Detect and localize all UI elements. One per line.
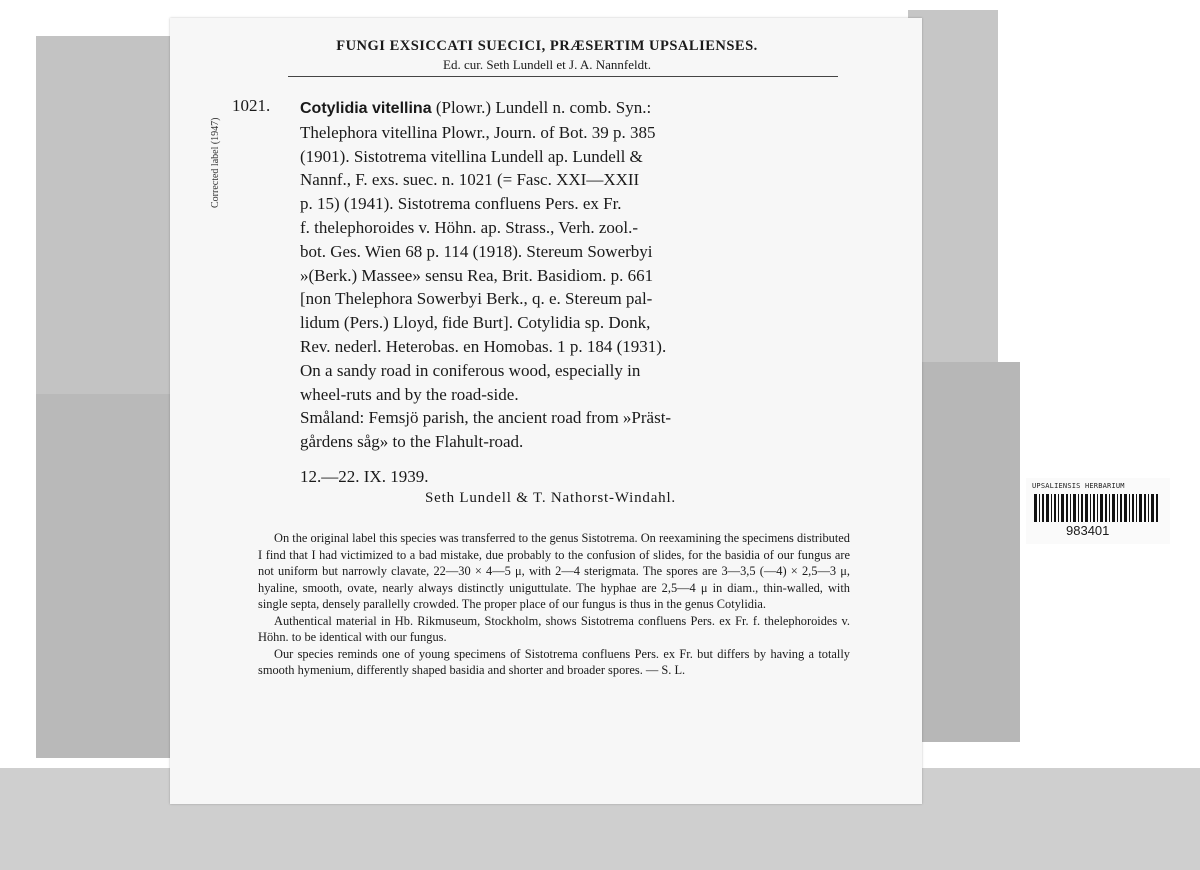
barcode-number: 983401	[1066, 523, 1110, 538]
habitat-line: On a sandy road in coniferous wood, especially in	[300, 361, 641, 380]
correction-note	[258, 530, 850, 679]
specimen-number: 1021.	[232, 96, 271, 115]
herbarium-packet-flap	[36, 36, 176, 394]
entry-line: f. thelephoroides v. Höhn. ap. Strass., Verh. zool.-	[300, 217, 639, 237]
note-paragraph: Authentical material in Hb. Rikmuseum, Stockholm, shows Sistotrema confluens Pers. ex Fr. f. thelephoroides v. Höhn. to be identical with our fungus.	[258, 613, 850, 644]
entry-line: [non Thelephora Sowerbyi Berk., q. e. Stereum pal-	[300, 289, 653, 309]
note-paragraph: Our species reminds one of young specimens of Sistotrema confluens Pers. ex Fr. but differs by having a totally smooth hymenium, differently shaped basidia and shorter and broader spores. — S. L.	[258, 646, 850, 677]
entry-line: bot. Ges. Wien 68 p. 114 (1918). Stereum Sowerbyi	[300, 241, 653, 261]
entry-line: p. 15) (1941). Sistotrema confluens Pers. ex Fr.	[300, 194, 622, 214]
entry-line: (Plowr.) Lundell n. comb. Syn.:	[431, 98, 652, 117]
herbarium-packet-right-lower	[918, 362, 1020, 742]
collection-date: 12.—22. IX. 1939.	[300, 467, 429, 486]
entry-line: Rev. nederl. Heterobas. en Homobas. 1 p. 184 (1931).	[300, 336, 667, 356]
barcode-label	[1026, 478, 1170, 544]
entry-line: (1901). Sistotrema vitellina Lundell ap. Lundell &	[300, 146, 643, 166]
locality-line: gårdens såg» to the Flahult-road.	[300, 431, 524, 451]
habitat-locality	[300, 359, 845, 453]
entry-line: lidum (Pers.) Lloyd, fide Burt]. Cotylidia sp. Donk,	[300, 313, 651, 333]
habitat-line: wheel-ruts and by the road-side.	[300, 384, 519, 404]
nomenclature-entry	[300, 96, 845, 359]
series-title: FUNGI EXSICCATI SUECICI, PRÆSERTIM UPSALIENSES.	[336, 38, 758, 54]
species-name: Cotylidia vitellina	[300, 100, 432, 117]
barcode-icon	[1034, 494, 1160, 522]
barcode-header: UPSALIENSIS HERBARIUM	[1032, 482, 1125, 490]
exsiccata-label	[170, 18, 922, 804]
entry-line: »(Berk.) Massee» sensu Rea, Brit. Basidiom. p. 661	[300, 265, 654, 285]
collectors: Seth Lundell & T. Nathorst-Windahl.	[425, 490, 676, 506]
editors: Ed. cur. Seth Lundell et J. A. Nannfeldt.	[443, 57, 651, 72]
side-note: Corrected label (1947)	[210, 117, 221, 208]
locality-line: Småland: Femsjö parish, the ancient road from »Präst-	[300, 408, 672, 427]
entry-line: Nannf., F. exs. suec. n. 1021 (= Fasc. XXI—XXII	[300, 170, 640, 190]
entry-line: Thelephora vitellina Plowr., Journ. of Bot. 39 p. 385	[300, 122, 656, 142]
header-rule	[288, 76, 838, 77]
note-paragraph: On the original label this species was transferred to the genus Sistotrema. On reexamining the specimens distributed I find that I had victimized to a bad mistake, due probably to the confusion of slides, for the basidia of our fungus are not uniform but narrowly clavate, 22—30 × 4—5 μ, with 2—4 sterigmata. The spores are 3—3,5 (—4) × 2,5—3 μ, hyaline, smooth, ovate, nearly always distinctly uniguttulate. The hyphae are 2,5—4 μ in diam., thin-walled, with single septa, densely parallelly crowded. The proper place of our fungus is thus in the genus Cotylidia.	[258, 531, 850, 611]
